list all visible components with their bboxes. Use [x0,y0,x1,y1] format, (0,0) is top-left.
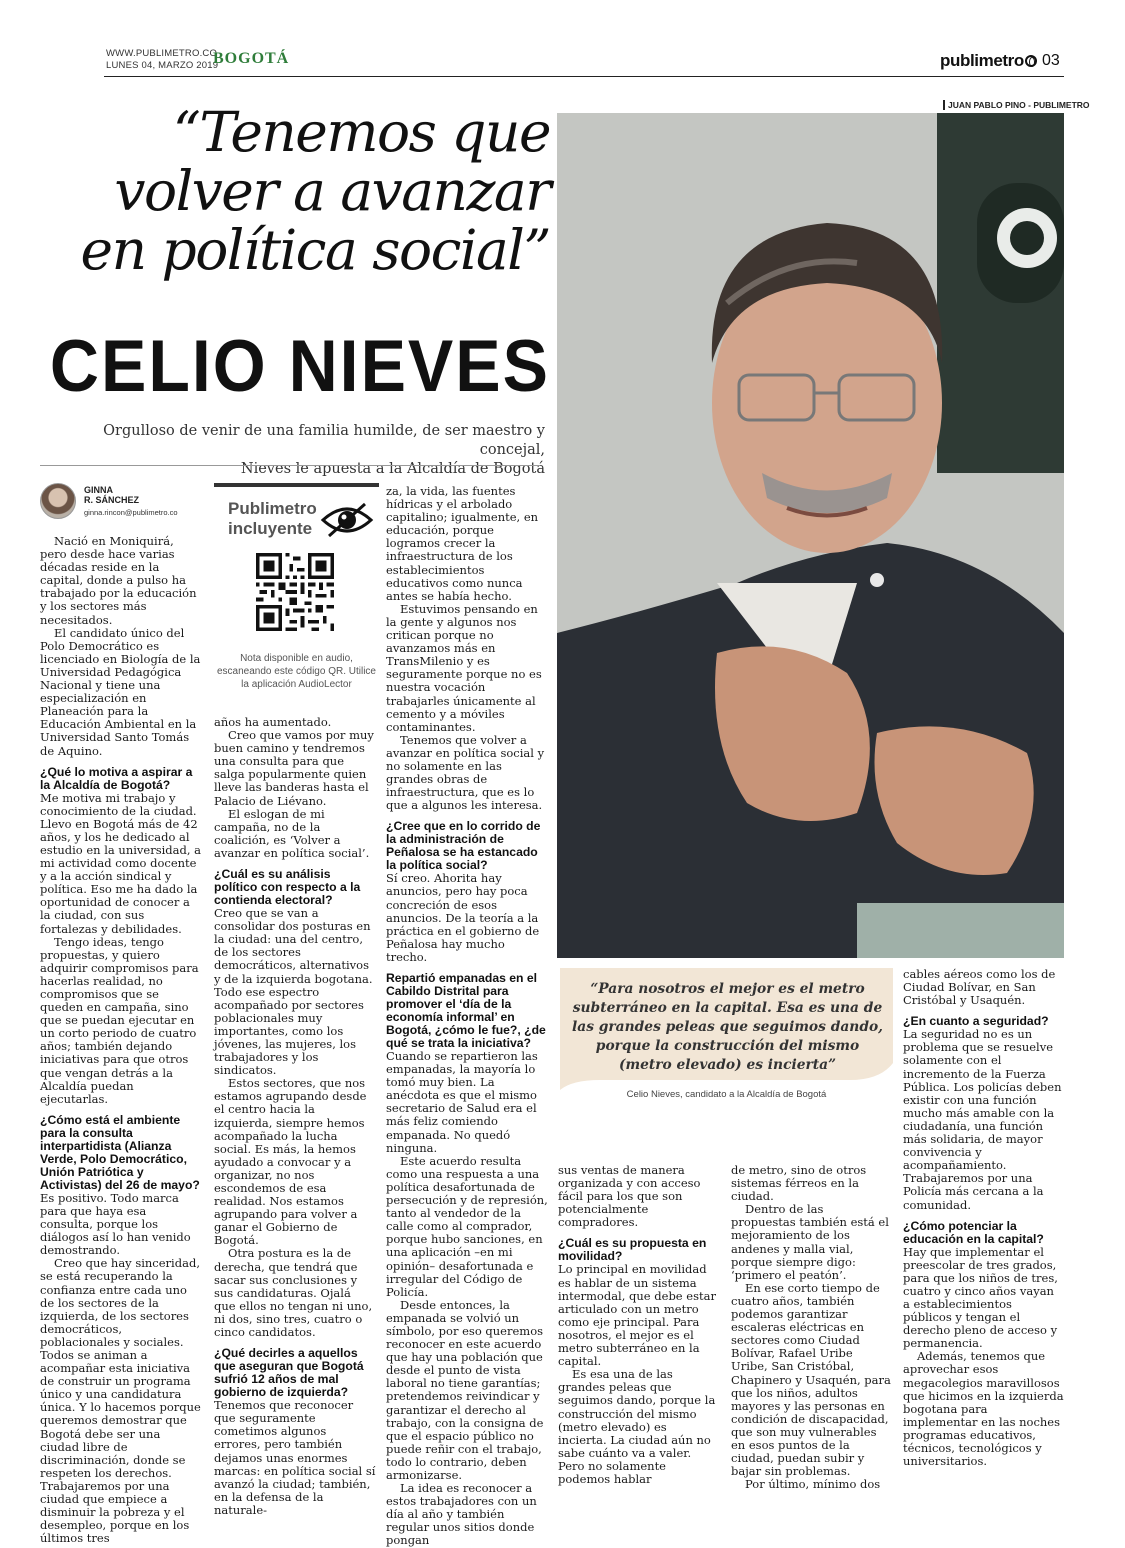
question: Repartió empanadas en el Cabildo Distrital para promover el ‘día de la economía informal’ en Bogotá, ¿cómo le fue?, ¿de qué se trata la iniciativa? [386,971,546,1050]
interviewee-photo [557,113,1064,958]
answer: Este acuerdo resulta como una respuesta a una política desafortunada de persecución y de represión, tanto al vendedor de la calle como al comprador, porque hubo sanciones, en una aplicación –en mi opinión– desafortunada e irregular del Código de Policía. [386,1153,548,1299]
page-number: 03 [1042,52,1060,69]
paragraph: Por último, mínimo dos [745,1477,881,1492]
issue-date: LUNES 04, MARZO 2019 [106,60,219,71]
subhead-line: Nieves le apuesta a la Alcaldía de Bogotá [240,461,545,477]
answer: Desde entonces, la empanada se volvió un símbolo, por eso queremos reconocer en este acuerdo que hay una población que desde el punto de vista laboral no tiene garantías; pretendemos reivindicar y garantizar el derecho al trabajo, con la consigna de que el espacio público no puede reñir con el trabajo, todo lo contrario, deben armonizarse. [386,1297,544,1482]
masthead-info [106,48,218,72]
question: ¿Qué lo motiva a aspirar a la Alcaldía de Bogotá? [40,764,193,792]
pull-quote [560,968,893,1108]
article-column-4 [558,1164,718,1486]
quote-text: “Para nosotros el mejor es el metro subterráneo en la capital. Esa es una de las grandes peleas que seguimos dando, porque la construcción del mismo (metro elevado) es incierta” [572,981,883,1073]
headline-line: “Tenemos que [172,100,550,164]
photo-credit: JUAN PABLO PINO - PUBLIMETRO [943,100,1090,110]
site-url[interactable]: WWW.PUBLIMETRO.CO [106,48,218,59]
answer: Hay que implementar el preescolar de tres grados, para que los niños de tres, cuatro y cinco años vayan a establecimientos públicos y tengan el derecho pleno de acceso y permanencia. [903,1244,1058,1351]
section-label: BOGOTÁ [213,50,290,67]
question: ¿En cuanto a seguridad? [903,1014,1049,1029]
question: ¿Qué decirles a aquellos que aseguran que Bogotá sufrió 12 años de mal gobierno de izquierda? [214,1346,364,1400]
answer: La seguridad no es un problema que se resuelve solamente con el incremento de la Fuerza Pública. Los policías deben existir con una función mucho más amable con la ciudadanía, una función más solidaria, de mayor convivencia y acompañamiento. Trabajaremos por una Policía más cercana a la comunidad. [903,1027,1062,1212]
answer: Es esa una de las grandes peleas que seguimos dando, porque la construcción del mismo (metro elevado) es incierta. La ciudad aún no sabe cuánto va a valer. Pero no solamente podemos hablar [558,1367,716,1486]
paragraph: Estuvimos pensando en la gente y algunos nos critican porque no avanzamos más en TransMilenio y es seguramente porque no es nuestra vocación trabajarles únicamente al cemento y a móviles contaminantes. [386,601,542,734]
accessibility-title: Publimetro incluyente [228,499,317,538]
paragraph: cables aéreos como los de Ciudad Bolívar, en San Cristóbal y Usaquén. [903,967,1056,1008]
author-avatar [40,483,76,519]
paragraph: El candidato único del Polo Democrático es licenciado en Biología de la Universidad Pedagógica Nacional y tiene una especialización en Planeación para la Educación Ambiental en la Universidad Santo Tomás de Aquino. [40,625,201,758]
accessibility-box [214,483,379,715]
article-column-6 [903,968,1064,1468]
header-divider [104,76,1064,77]
subhead-line: Orgulloso de venir de una familia humilde, de ser maestro y concejal, [103,423,545,458]
qr-code[interactable] [256,553,334,631]
paragraph: Nació en Moniquirá, pero desde hace varias décadas reside en la capital, donde a pulso ha trabajado por la educación y los sectores más necesitados. [40,534,197,627]
answer: Creo que se van a consolidar dos posturas en la ciudad: una del centro, de los sectores democráticos, alternativos y de la izquierda bogotana. Todo ese espectro acompañado por sectores poblacionales muy importantes, como los jóvenes, las mujeres, los trabajadores y los sindicatos. [214,906,373,1078]
question: ¿Cómo potenciar la educación en la capital? [903,1218,1044,1246]
paragraph: Creo que vamos por muy buen camino y tendremos una consulta para que salga popularmente quien lleve las banderas hasta el Palacio de Liévano. [214,728,374,808]
paragraph: En ese corto tiempo de cuatro años, también podemos garantizar escaleras eléctricas en sectores como Ciudad Bolívar, Rafael Uribe Uribe, San Cristóbal, Chapinero y Usaquén, para que los niños, adultos mayores y las personas en condición de discapacidad, que son muy vulnerables en esos puntos de la ciudad, puedan subir y bajar sin problemas. [731,1280,891,1479]
paragraph: de metro, sino de otros sistemas férreos en la ciudad. [731,1163,867,1204]
subheadline [40,422,545,479]
answer: Cuando se repartieron las empanadas, la mayoría lo tomó muy bien. La anécdota es que el mismo secretario de Salud era el más feliz comiendo empanada. No quedó ninguna. [386,1049,538,1155]
answer: Tengo ideas, tengo propuestas, y quiero adquirir compromisos para hacerlas realidad, no compromisos que se queden en campaña, sino que se puedan ejecutar en un corto periodo de cuatro años; también dejando iniciativas para que otros que vengan detrás a la Alcaldía puedan ejecutarlas. [40,934,199,1106]
eye-icon [321,500,373,540]
question: ¿Cree que en lo corrido de la administración de Peñalosa se ha estancado la política social? [386,819,541,873]
byline [40,483,210,523]
article-column-5 [731,1164,891,1491]
answer: Estos sectores, que nos estamos agrupando desde el centro hacia la izquierda, siempre hemos acompañado la lucha social. Es más, la hemos ayudado a convocar y a organizar, no nos escondemos de esa realidad. Nos estamos agrupando para volver a ganar el Gobierno de Bogotá. [214,1076,367,1248]
answer: Creo que hay sinceridad, se está recuperando la confianza entre cada uno de los sectores de la izquierda, de los sectores democráticos, poblacionales y sociales. Todos se animan a acompañar esta iniciativa de construir un programa único y una candidatura única. Y lo hacemos porque queremos demostrar que Bogotá debe ser una ciudad libre de discriminación, donde se respeten los derechos. Trabajaremos por una ciudad que empiece a disminuir la pobreza y el desempleo, porque en los últimos tres [40,1256,201,1546]
paragraph: sus ventas de manera organizada y con acceso fácil para los que son potencialmente compradores. [558,1163,701,1230]
portrait-illustration [557,113,1064,958]
headline-line: volver a avanzar [114,159,550,223]
article-column-1 [40,535,202,1545]
answer: Además, tenemos que aprovechar esos megacolegios maravillosos que hicimos en la izquierda bogotana para implementar en las noches programas educativos, técnicos, tecnológicos y universitarios. [903,1349,1064,1469]
question: ¿Cuál es su propuesta en movilidad? [558,1236,707,1264]
answer: Lo principal en movilidad es hablar de un sistema intermodal, que debe estar articulado con un metro como eje principal. Para nosotros, el mejor es el metro subterráneo en la capital. [558,1262,716,1369]
quote-attribution: Celio Nieves, candidato a la Alcaldía de Bogotá [626,1089,827,1100]
paragraph: Dentro de las propuestas también está el mejoramiento de los andenes y malla vial, porque siempre digo: ‘primero el peatón’. [731,1202,889,1282]
question: ¿Cómo está el ambiente para la consulta interpartidista (Alianza Verde, Polo Democrático, Unión Patriótica y Activistas) del 26 de mayo? [40,1112,200,1192]
headline-line: en política social” [80,218,550,282]
accessibility-note: Nota disponible en audio, escaneando este código QR. Utilice la aplicación AudioLector [217,653,376,690]
paragraph: Tenemos que volver a avanzar en política social y no solamente en las grandes obras de infraestructura, que es lo que a algunos les interesa. [386,732,545,813]
answer: Tenemos que reconocer que seguramente cometimos algunos errores, pero también dejamos unas enormes marcas: en política social sí avanzó la ciudad; también, en la defensa de la naturale- [214,1398,376,1517]
brand-logo: publimetro [940,51,1037,71]
question: ¿Cuál es su análisis político con respecto a la contienda electoral? [214,867,361,908]
article-column-3 [386,485,548,1548]
headline [40,100,550,282]
paragraph: za, la vida, las fuentes hídricas y el arbolado capitalino; igualmente, en educación, porque logramos crecer la infraestructura de los establecimientos educativos como nunca antes se había hecho. [386,484,539,603]
author-email[interactable]: ginna.rincon@publimetro.co [84,508,178,517]
answer: Sí creo. Ahorita hay anuncios, pero hay poca concreción de esos anuncios. De la teoría a la práctica en el gobierno de Peñalosa hay mucho trecho. [386,871,540,964]
answer: Me motiva mi trabajo y conocimiento de la ciudad. Llevo en Bogotá más de 42 años, y los he dedicado al estudio en la universidad, a mi actividad como docente y a la acción sindical y política. Eso me ha dado la oportunidad de conocer a la ciudad, con sus fortalezas y debilidades. [40,790,202,936]
subhead-divider [40,465,540,466]
paragraph: años ha aumentado. [214,715,332,729]
article-column-2 [214,716,376,1517]
interviewee-name: CELIO NIEVES [49,324,550,408]
paragraph: El eslogan de mi campaña, no de la coalición, es ‘Volver a avanzar en política social’. [214,806,370,860]
globe-icon [1025,55,1037,67]
answer: Otra postura es la de derecha, que tendrá que sacar sus conclusiones y sus candidaturas. Ojalá que ellos no tengan ni uno, ni dos, sino tres, cuatro o cinco candidatos. [214,1246,373,1340]
author-name: GINNA R. SÁNCHEZ [84,485,140,505]
answer: La idea es reconocer a estos trabajadores con un día al año y también regular unos sitios donde pongan [386,1481,537,1548]
answer: Es positivo. Todo marca para que haya esa consulta, porque los diálogos así lo han venido demostrando. [40,1190,191,1258]
